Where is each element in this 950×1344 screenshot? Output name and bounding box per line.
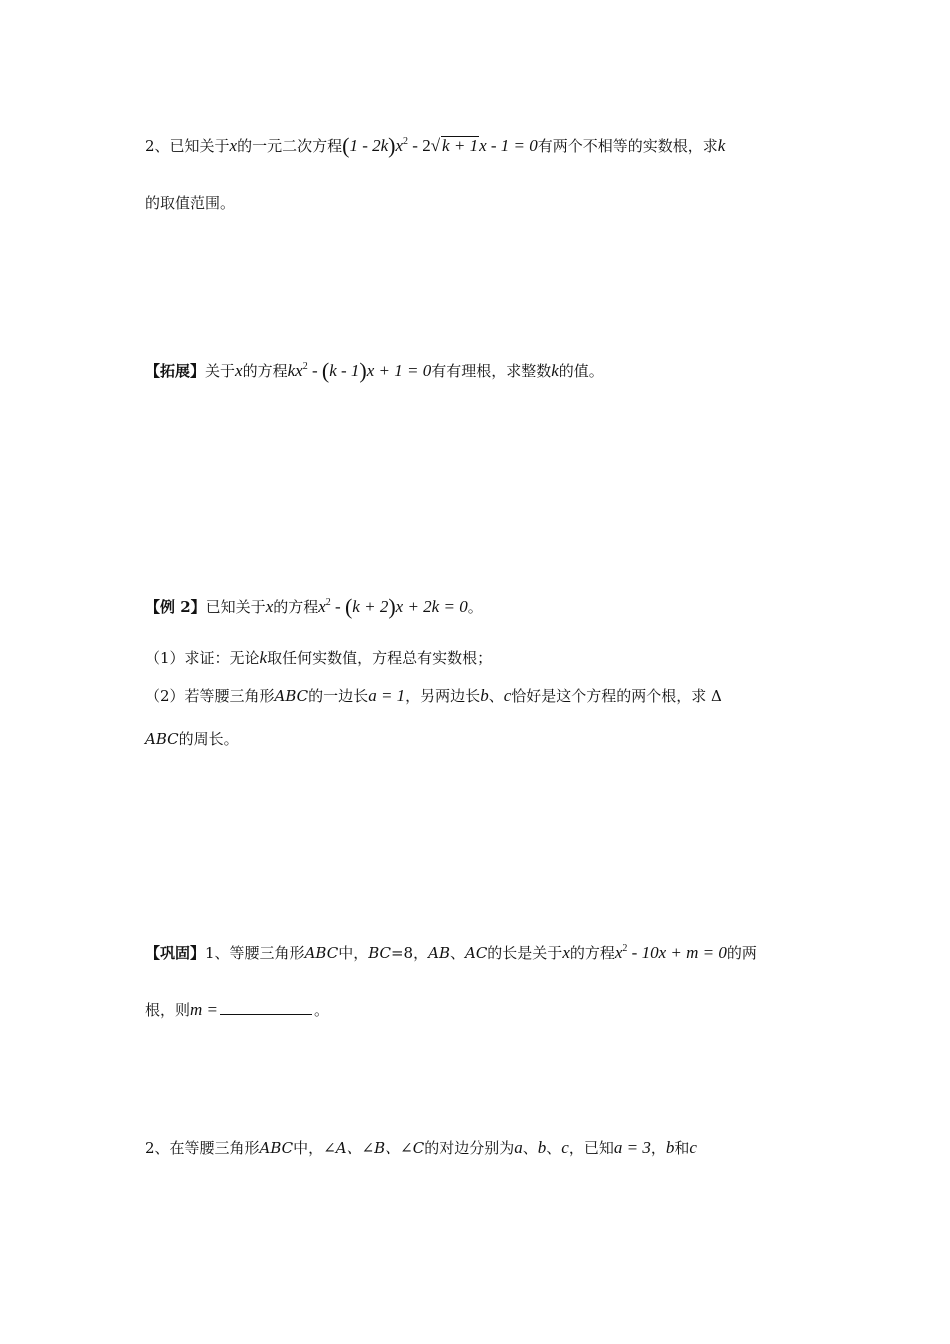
triangle-name: ABC bbox=[274, 687, 309, 705]
ex2-text: 的周长。 bbox=[178, 730, 239, 748]
ex2-text: 取任何实数值，方程总有实数根； bbox=[267, 649, 493, 667]
ext-line bbox=[145, 355, 604, 383]
ext-text: 的方程 bbox=[242, 362, 288, 380]
var-a: a bbox=[514, 1138, 523, 1157]
var-x: x bbox=[235, 361, 243, 380]
var-k: k bbox=[259, 648, 268, 667]
var-b: b bbox=[537, 1138, 547, 1157]
var-k: k bbox=[717, 136, 726, 155]
equation: $kx^2 - (k - 1)x + 1 = 0$ bbox=[287, 358, 432, 383]
ext-text: 有有理根，求整数 bbox=[431, 362, 552, 380]
var-x: x bbox=[562, 943, 570, 962]
equation: $(1 - 2k)x^2 - 2√$ k + 1x - 1 = 0 bbox=[342, 133, 538, 158]
var-b: b bbox=[480, 686, 489, 705]
triangle-name: ABC bbox=[259, 1139, 294, 1157]
ex2-part3 bbox=[145, 727, 239, 751]
var-c: c bbox=[689, 1138, 697, 1157]
segment: AB bbox=[428, 944, 450, 962]
cons-text: 的方程 bbox=[569, 944, 615, 962]
equation: $x^2 - (k + 2)x + 2k = 0$ bbox=[318, 594, 468, 619]
cons-text: 1、等腰三角形 bbox=[205, 944, 305, 962]
q2b-line bbox=[145, 1136, 697, 1160]
ex2-text: 。 bbox=[467, 598, 483, 616]
equation: a = 3 bbox=[613, 1138, 651, 1157]
q2-line2 bbox=[145, 191, 235, 215]
ex2-tag: 【例 2】 bbox=[145, 598, 206, 616]
ex2-part1 bbox=[145, 646, 492, 670]
ext-tag: 【拓展】 bbox=[145, 362, 206, 380]
cons-text: 根，则 bbox=[145, 1001, 191, 1019]
answer-blank[interactable] bbox=[220, 1000, 312, 1015]
ex2-text: 已知关于 bbox=[205, 598, 266, 616]
equation: m = bbox=[190, 1000, 219, 1019]
var-x: x bbox=[229, 136, 238, 155]
ex2-text: （1）求证：无论 bbox=[145, 649, 260, 667]
equation: $x^2 - 10x + m = 0$ bbox=[614, 943, 727, 962]
q2b-text: ，已知 bbox=[568, 1139, 614, 1157]
var-x: x bbox=[265, 597, 274, 616]
cons-text: 中， bbox=[338, 944, 369, 962]
cons-text: =8， bbox=[390, 944, 429, 962]
ex2-text: 的一边长 bbox=[308, 687, 369, 705]
cons-tag: 【巩固】 bbox=[145, 944, 206, 962]
var-b: b bbox=[665, 1138, 675, 1157]
ext-text: 关于 bbox=[205, 362, 236, 380]
cons-line2 bbox=[145, 998, 329, 1022]
cons-text: 、 bbox=[449, 944, 465, 962]
ex2-text: （2）若等腰三角形 bbox=[145, 687, 275, 705]
ex2-part2 bbox=[145, 684, 722, 708]
q2b-text: 、 bbox=[522, 1139, 538, 1157]
q2-text: 的取值范围。 bbox=[145, 194, 236, 212]
triangle-name: ABC bbox=[145, 730, 179, 748]
q2b-text: 和 bbox=[674, 1139, 690, 1157]
equation: a = 1 bbox=[368, 686, 406, 705]
q2-line1 bbox=[145, 130, 725, 158]
ex2-text: 的方程 bbox=[273, 598, 319, 616]
q2b-text: 的对边分别为 bbox=[424, 1139, 515, 1157]
segment: AC bbox=[464, 944, 488, 962]
q2b-text: 、 bbox=[546, 1139, 562, 1157]
triangle-name: ABC bbox=[304, 944, 339, 962]
var-c: c bbox=[561, 1138, 569, 1157]
cons-text: 的两 bbox=[726, 944, 757, 962]
var-k: k bbox=[551, 361, 559, 380]
q2b-text: 2、在等腰三角形 bbox=[145, 1139, 260, 1157]
cons-text: 的长是关于 bbox=[487, 944, 563, 962]
q2b-text: ， bbox=[650, 1139, 666, 1157]
ext-text: 的值。 bbox=[558, 362, 604, 380]
ex2-text: 、 bbox=[488, 687, 504, 705]
var-c: c bbox=[503, 686, 512, 705]
q2-text: 有两个不相等的实数根，求 bbox=[537, 137, 718, 155]
q2-text: 2、已知关于 bbox=[145, 137, 230, 155]
segment: BC bbox=[368, 944, 391, 962]
ex2-line bbox=[145, 591, 483, 619]
cons-text: 。 bbox=[314, 1001, 330, 1019]
q2b-text: 中， bbox=[293, 1139, 324, 1157]
cons-line1 bbox=[145, 937, 757, 965]
q2-text: 的一元二次方程 bbox=[237, 137, 343, 155]
angles: ∠A、∠B、∠C bbox=[323, 1139, 425, 1157]
ex2-text: 恰好是这个方程的两个根，求 Δ bbox=[511, 687, 722, 705]
ex2-text: ，另两边长 bbox=[405, 687, 481, 705]
